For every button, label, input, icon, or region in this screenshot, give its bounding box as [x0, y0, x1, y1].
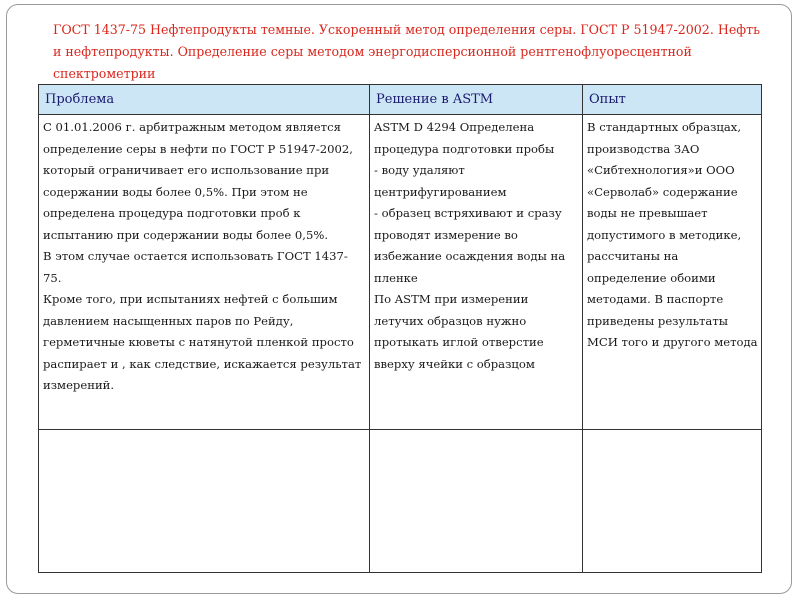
problem-paragraph: В этом случае остается использовать ГОСТ 1437-75.: [43, 249, 348, 285]
empty-cell: [370, 430, 583, 573]
comparison-table: [38, 84, 762, 573]
solution-paragraph: - воду удаляют центрифугированием: [374, 163, 507, 199]
problem-paragraph: С 01.01.2006 г. арбитражным методом является определение серы в нефти по ГОСТ Р 51947-2002, который ограничивает его использование при содержании воды более 0,5%. При этом не определена процедура подготовки проб к испытанию при содержании воды более 0,5%.: [43, 120, 353, 242]
problem-paragraph: Кроме того, при испытаниях нефтей с большим давлением насыщенных паров по Рейду, герметичные кюветы с натянутой пленкой просто распирает и , как следствие, искажается результат измерений.: [43, 292, 362, 392]
cell-solution: [370, 115, 583, 430]
cell-experience: [583, 115, 762, 430]
solution-paragraph: ASTM D 4294 Определена процедура подготовки пробы: [374, 120, 555, 156]
table-row-empty: [39, 430, 762, 573]
header-problem: Проблема: [39, 85, 370, 115]
solution-paragraph: - образец встряхивают и сразу проводят измерение во избежание осаждения воды на пленке: [374, 206, 566, 285]
table-header-row: [39, 85, 762, 115]
solution-paragraph: По ASTM при измерении летучих образцов нужно протыкать иглой отверстие вверху ячейки с образцом: [374, 292, 544, 371]
experience-paragraph: В стандартных образцах, производства ЗАО «Сибтехнология»и ООО «Серволаб» содержание воды не превышает допустимого в методике, рассчитаны на определение обоими методами. В паспорте приведены результаты МСИ того и другого метода: [587, 120, 758, 349]
empty-cell: [39, 430, 370, 573]
header-experience: Опыт: [583, 85, 762, 115]
table-row: [39, 115, 762, 430]
header-solution: Решение в ASTM: [370, 85, 583, 115]
empty-cell: [583, 430, 762, 573]
cell-problem: [39, 115, 370, 430]
slide-title: ГОСТ 1437-75 Нефтепродукты темные. Ускоренный метод определения серы. ГОСТ Р 51947-2002. Нефть и нефтепродукты. Определение серы методом энергодисперсионной рентгенофлуоресцентной спектрометрии: [53, 22, 760, 81]
